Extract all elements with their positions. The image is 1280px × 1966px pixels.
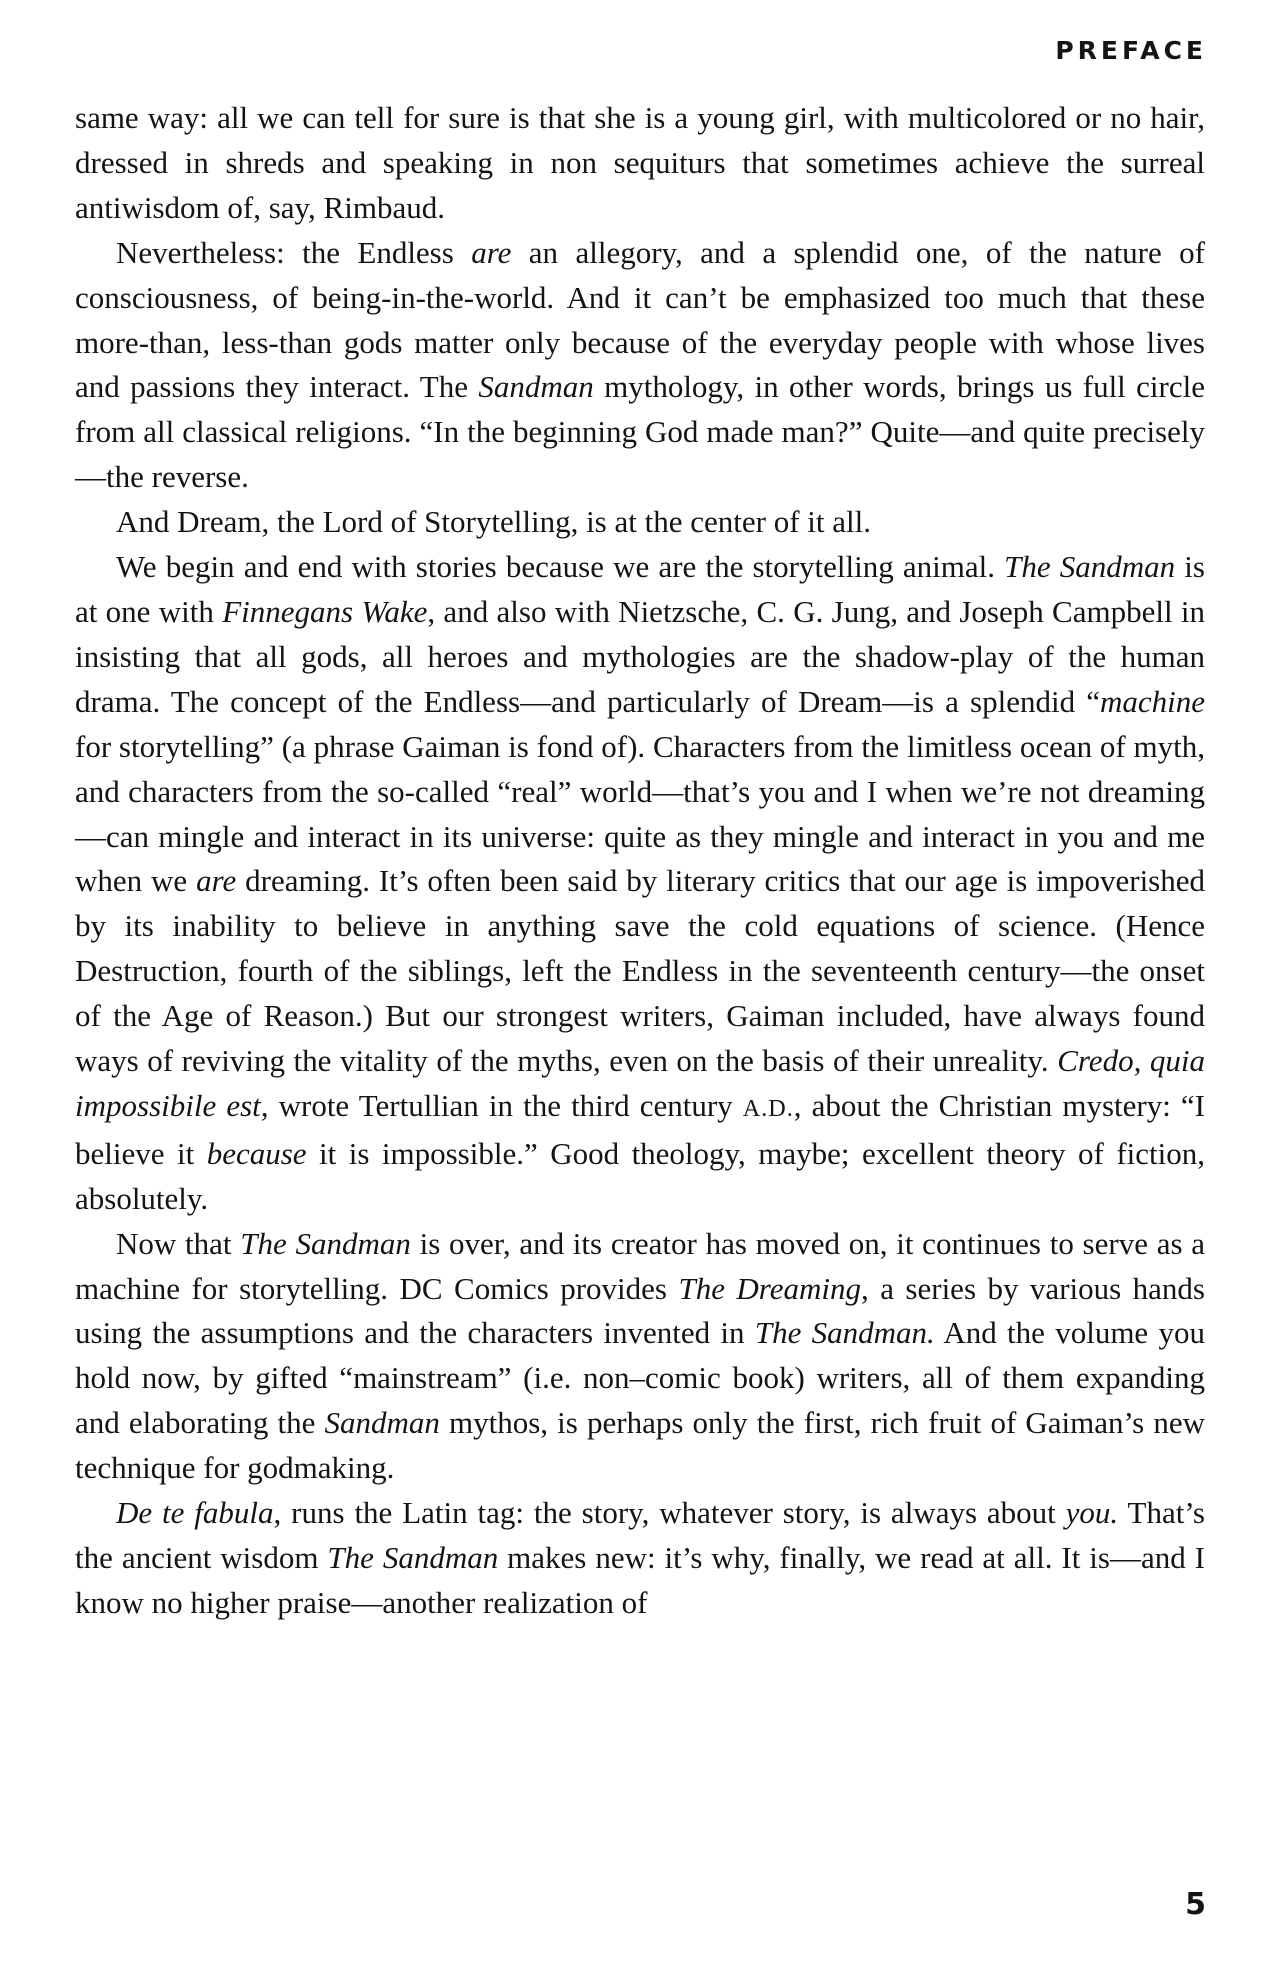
text-run: And the volume you hold now, by gifted “mainstream” (i.e. non–comic book) writers, all of them expanding and elaborating the bbox=[75, 1315, 1205, 1441]
text-run: , and also with Nietzsche, C. G. Jung, and Joseph Campbell in insisting that all gods, all heroes and mythologies are the shadow-play of the human drama. The concept of the Endless—and particularly of Dream—is a splendid “ bbox=[75, 593, 1205, 719]
italic-text: are bbox=[471, 234, 512, 270]
italic-text: De te fabula bbox=[116, 1495, 274, 1531]
text-run: is over, and its creator has moved on, it continues to serve as a machine for storytelling. DC Comics provides bbox=[75, 1225, 1206, 1306]
italic-text: are bbox=[196, 863, 237, 899]
italic-text: Sandman bbox=[324, 1405, 440, 1441]
text-run: That’s the ancient wisdom bbox=[75, 1495, 1205, 1575]
italic-text: Sandman bbox=[478, 369, 594, 405]
italic-text: The Sandman bbox=[240, 1225, 411, 1261]
running-head: PREFACE bbox=[1055, 36, 1207, 65]
small-caps-text: A.D. bbox=[742, 1094, 794, 1122]
text-run: is at one with bbox=[75, 549, 1205, 629]
page-number: 5 bbox=[1185, 1887, 1206, 1922]
text-run: wrote Tertullian in the third century bbox=[268, 1087, 743, 1123]
italic-text: Credo, quia impossibile est, bbox=[75, 1043, 1205, 1123]
paragraph bbox=[75, 500, 1205, 545]
paragraph bbox=[75, 545, 1205, 1222]
paragraph bbox=[75, 96, 1205, 231]
text-run: an allegory, and a splendid one, of the nature of consciousness, of being-in-the-world. And it can’t be emphasized too much that these more-than, less-than gods matter only because of the everyday people with whose lives and passions they interact. The bbox=[75, 234, 1205, 405]
italic-text: The Sandman bbox=[1004, 549, 1176, 585]
italic-text: machine bbox=[1099, 683, 1205, 719]
text-run: Now that bbox=[116, 1225, 241, 1261]
text-run: We begin and end with stories because we are the storytelling animal. bbox=[116, 549, 1005, 585]
italic-text: because bbox=[206, 1135, 307, 1171]
italic-text: The Sandman. bbox=[754, 1315, 935, 1351]
text-run: , about the Christian mystery: “I believe it bbox=[75, 1087, 1205, 1171]
text-run: , runs the Latin tag: the story, whatever story, is always about bbox=[273, 1495, 1066, 1531]
paragraph bbox=[75, 231, 1205, 500]
italic-text: The Sandman bbox=[327, 1540, 499, 1575]
body-text bbox=[75, 96, 1205, 1626]
paragraph bbox=[75, 1491, 1205, 1626]
text-run: mythology, in other words, brings us full circle from all classical religions. “In the beginning God made man?” Quite—and quite precisely—the reverse. bbox=[75, 369, 1205, 495]
text-run: it is impossible.” Good theology, maybe; excellent theory of fiction, absolutely. bbox=[75, 1135, 1205, 1216]
italic-text: The Dreaming bbox=[678, 1270, 861, 1306]
text-run: for storytelling” (a phrase Gaiman is fond of). Characters from the limitless ocean of myth, and characters from the so-called “real” world—that’s you and I when we’re not dreaming—can mingle and interact in its universe: quite as they mingle and interact in you and me when we bbox=[75, 728, 1205, 899]
text-run: mythos, is perhaps only the first, rich fruit of Gaiman’s new technique for godmaking. bbox=[75, 1405, 1205, 1486]
italic-text: Finnegans Wake bbox=[222, 593, 428, 629]
text-run: Nevertheless: the Endless bbox=[116, 234, 472, 270]
paragraph bbox=[75, 1222, 1205, 1491]
text-run: makes new: it’s why, finally, we read at all. It is—and I know no higher praise—another realization of bbox=[75, 1540, 1205, 1620]
text-run: , a series by various hands using the assumptions and the characters invented in bbox=[75, 1270, 1205, 1351]
text-run: And Dream, the Lord of Storytelling, is at the center of it all. bbox=[116, 504, 871, 540]
text-run: same way: all we can tell for sure is that she is a young girl, with multicolored or no hair, dressed in shreds and speaking in non sequiturs that sometimes achieve the surreal antiwisdom of, say, Rimbaud. bbox=[75, 100, 1205, 225]
italic-text: you. bbox=[1065, 1495, 1119, 1531]
text-run: dreaming. It’s often been said by literary critics that our age is impoverished by its inability to believe in anything save the cold equations of science. (Hence Destruction, fourth of the siblings, left the Endless in the seventeenth century—the onset of the Age of Reason.) But our strongest writers, Gaiman included, have always found ways of reviving the vitality of the myths, even on the basis of their unreality. bbox=[75, 863, 1206, 1079]
